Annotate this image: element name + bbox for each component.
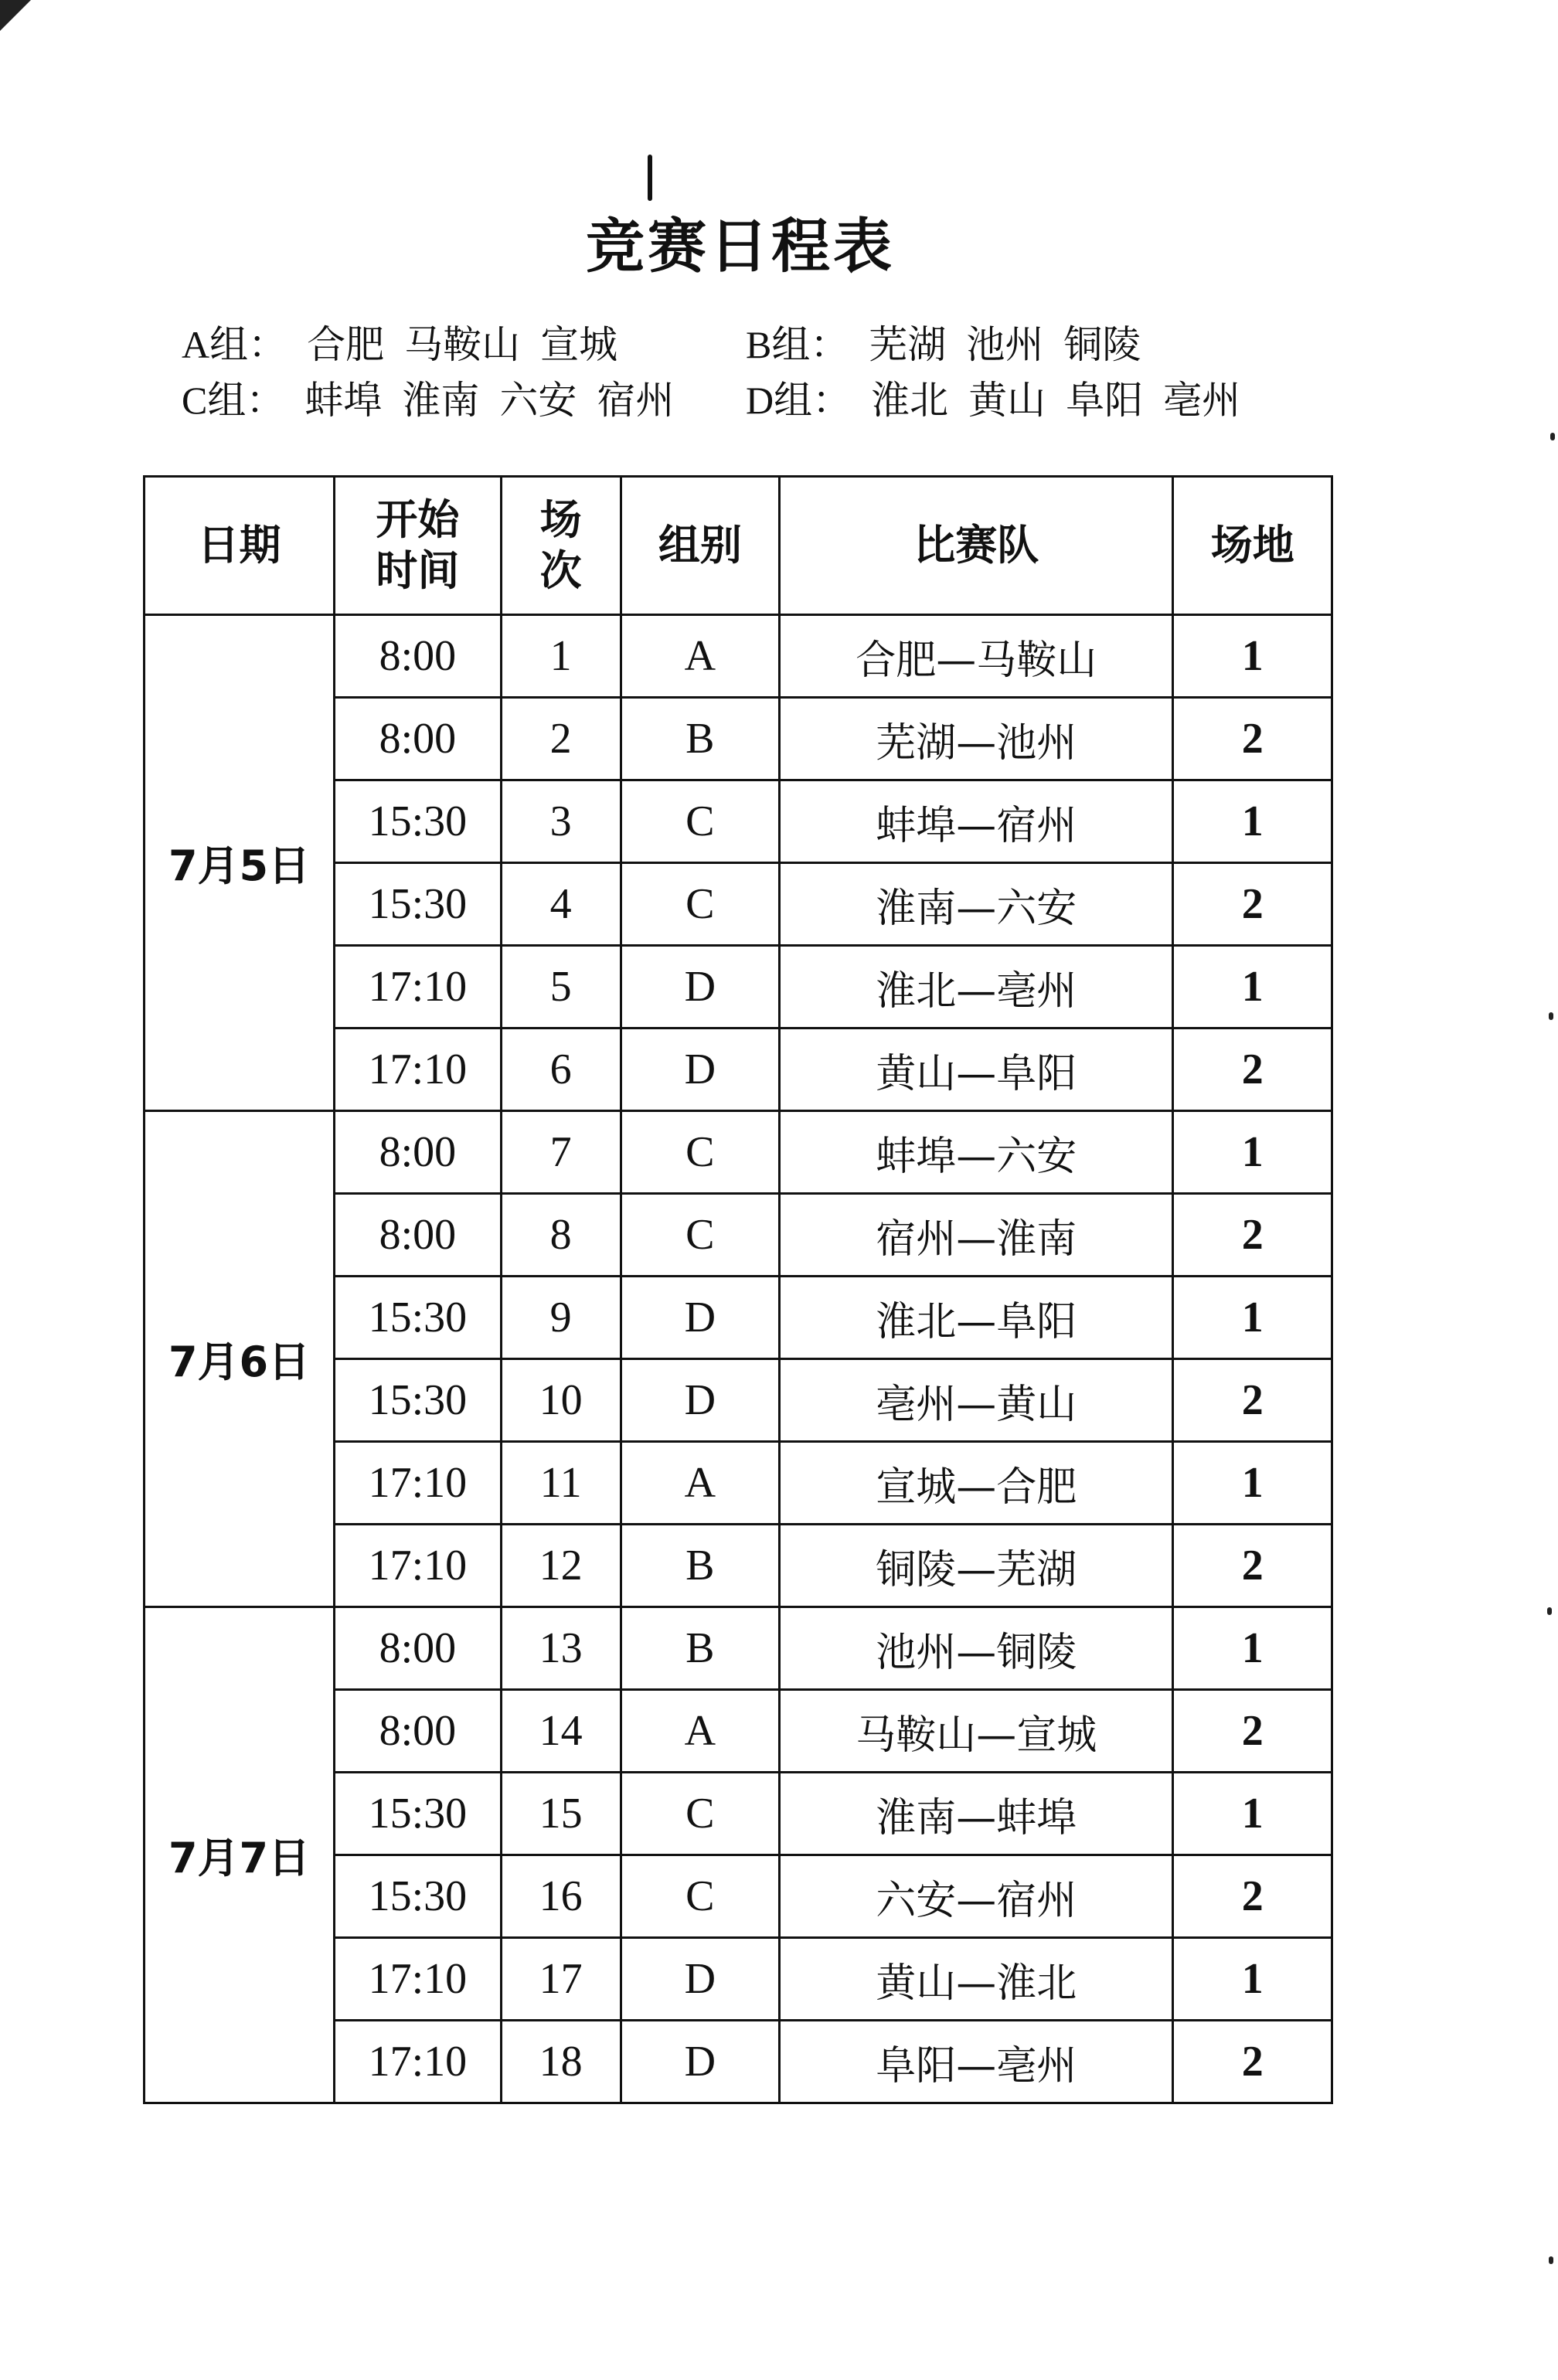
group: A bbox=[621, 1442, 780, 1525]
team-name: 黄山 bbox=[968, 378, 1046, 423]
team-name: 淮北 bbox=[871, 378, 949, 423]
venue: 2 bbox=[1173, 1690, 1332, 1773]
teams: 阜阳—亳州 bbox=[780, 2021, 1173, 2103]
start-time: 15:30 bbox=[335, 863, 502, 946]
start-time: 17:10 bbox=[335, 2021, 502, 2103]
teams: 宣城—合肥 bbox=[780, 1442, 1173, 1525]
team-name: 池州 bbox=[966, 322, 1044, 367]
venue: 2 bbox=[1173, 2021, 1332, 2103]
start-time: 17:10 bbox=[335, 1525, 502, 1607]
group: C bbox=[621, 863, 780, 946]
date-cell: 7月7日 bbox=[145, 1607, 335, 2103]
venue: 2 bbox=[1173, 698, 1332, 780]
venue: 2 bbox=[1173, 1359, 1332, 1442]
group-assignments bbox=[182, 317, 1325, 428]
venue: 1 bbox=[1173, 615, 1332, 698]
header-teams: 比赛队 bbox=[780, 477, 1173, 615]
start-time: 8:00 bbox=[335, 698, 502, 780]
match-no: 16 bbox=[501, 1855, 621, 1938]
group: C bbox=[621, 780, 780, 863]
match-no: 8 bbox=[501, 1194, 621, 1277]
group: D bbox=[621, 1938, 780, 2021]
team-name: 阜阳 bbox=[1066, 378, 1144, 423]
group: B bbox=[621, 1607, 780, 1690]
venue: 2 bbox=[1173, 1525, 1332, 1607]
venue: 2 bbox=[1173, 1855, 1332, 1938]
start-time: 15:30 bbox=[335, 1359, 502, 1442]
header-start-time-line1: 开始 bbox=[376, 495, 460, 544]
scan-speck bbox=[1549, 1012, 1553, 1020]
group-label: B组： bbox=[746, 323, 849, 366]
match-no: 3 bbox=[501, 780, 621, 863]
match-no: 1 bbox=[501, 615, 621, 698]
venue: 2 bbox=[1173, 1028, 1332, 1111]
header-start-time-line2: 时间 bbox=[376, 546, 460, 595]
match-no: 18 bbox=[501, 2021, 621, 2103]
teams: 蚌埠—宿州 bbox=[780, 780, 1173, 863]
venue: 1 bbox=[1173, 1773, 1332, 1855]
team-name: 合肥 bbox=[307, 322, 385, 367]
schedule-table bbox=[143, 475, 1333, 2104]
group: D bbox=[621, 1277, 780, 1359]
header-match-no bbox=[501, 477, 621, 615]
teams: 铜陵—芜湖 bbox=[780, 1525, 1173, 1607]
group: D bbox=[621, 946, 780, 1028]
group: B bbox=[621, 1525, 780, 1607]
group: D bbox=[621, 2021, 780, 2103]
match-no: 9 bbox=[501, 1277, 621, 1359]
start-time: 17:10 bbox=[335, 1028, 502, 1111]
start-time: 8:00 bbox=[335, 1111, 502, 1194]
team-name: 蚌埠 bbox=[304, 378, 383, 423]
group-c bbox=[182, 372, 746, 428]
start-time: 15:30 bbox=[335, 1855, 502, 1938]
header-venue: 场地 bbox=[1173, 477, 1332, 615]
team-name: 铜陵 bbox=[1063, 322, 1141, 367]
match-no: 14 bbox=[501, 1690, 621, 1773]
start-time: 8:00 bbox=[335, 1607, 502, 1690]
header-match-no-line2: 次 bbox=[539, 546, 582, 595]
scan-speck bbox=[1550, 433, 1555, 440]
table-header-row bbox=[145, 477, 1332, 615]
teams: 马鞍山—宣城 bbox=[780, 1690, 1173, 1773]
group-label: A组： bbox=[182, 323, 287, 366]
group: B bbox=[621, 698, 780, 780]
table-row bbox=[145, 615, 1332, 698]
match-no: 4 bbox=[501, 863, 621, 946]
venue: 1 bbox=[1173, 780, 1332, 863]
match-no: 5 bbox=[501, 946, 621, 1028]
teams: 合肥—马鞍山 bbox=[780, 615, 1173, 698]
teams: 池州—铜陵 bbox=[780, 1607, 1173, 1690]
venue: 1 bbox=[1173, 1938, 1332, 2021]
start-time: 8:00 bbox=[335, 1194, 502, 1277]
date-cell: 7月5日 bbox=[145, 615, 335, 1111]
group-a bbox=[182, 317, 746, 372]
teams: 淮北—亳州 bbox=[780, 946, 1173, 1028]
venue: 2 bbox=[1173, 863, 1332, 946]
scan-speck bbox=[1547, 1607, 1552, 1615]
teams: 六安—宿州 bbox=[780, 1855, 1173, 1938]
match-no: 13 bbox=[501, 1607, 621, 1690]
teams: 淮南—六安 bbox=[780, 863, 1173, 946]
team-name: 亳州 bbox=[1163, 378, 1241, 423]
match-no: 6 bbox=[501, 1028, 621, 1111]
team-name: 宿州 bbox=[597, 378, 675, 423]
group: C bbox=[621, 1855, 780, 1938]
teams: 黄山—阜阳 bbox=[780, 1028, 1173, 1111]
teams: 亳州—黄山 bbox=[780, 1359, 1173, 1442]
group-d bbox=[746, 372, 1310, 428]
team-name: 六安 bbox=[499, 378, 577, 423]
start-time: 17:10 bbox=[335, 1442, 502, 1525]
group-b bbox=[746, 317, 1310, 372]
header-group: 组别 bbox=[621, 477, 780, 615]
group: C bbox=[621, 1773, 780, 1855]
start-time: 8:00 bbox=[335, 1690, 502, 1773]
start-time: 17:10 bbox=[335, 946, 502, 1028]
scan-corner-shadow bbox=[0, 0, 31, 31]
header-match-no-line1: 场 bbox=[539, 495, 582, 544]
table-row bbox=[145, 1111, 1332, 1194]
venue: 1 bbox=[1173, 1277, 1332, 1359]
group: D bbox=[621, 1028, 780, 1111]
team-name: 芜湖 bbox=[869, 322, 947, 367]
teams: 黄山—淮北 bbox=[780, 1938, 1173, 2021]
page-title: 竞赛日程表 bbox=[586, 212, 895, 280]
date-cell: 7月6日 bbox=[145, 1111, 335, 1607]
group: C bbox=[621, 1194, 780, 1277]
teams: 淮南—蚌埠 bbox=[780, 1773, 1173, 1855]
venue: 1 bbox=[1173, 1442, 1332, 1525]
table-row bbox=[145, 1607, 1332, 1690]
match-no: 2 bbox=[501, 698, 621, 780]
venue: 1 bbox=[1173, 946, 1332, 1028]
group-row bbox=[182, 372, 1325, 428]
scan-speck bbox=[1549, 2256, 1553, 2264]
teams: 蚌埠—六安 bbox=[780, 1111, 1173, 1194]
header-start-time bbox=[335, 477, 502, 615]
header-date: 日期 bbox=[145, 477, 335, 615]
group: A bbox=[621, 1690, 780, 1773]
team-name: 宣城 bbox=[540, 322, 618, 367]
venue: 1 bbox=[1173, 1607, 1332, 1690]
start-time: 15:30 bbox=[335, 1277, 502, 1359]
group: D bbox=[621, 1359, 780, 1442]
team-name: 淮南 bbox=[402, 378, 480, 423]
match-no: 15 bbox=[501, 1773, 621, 1855]
teams: 宿州—淮南 bbox=[780, 1194, 1173, 1277]
match-no: 7 bbox=[501, 1111, 621, 1194]
match-no: 12 bbox=[501, 1525, 621, 1607]
teams: 芜湖—池州 bbox=[780, 698, 1173, 780]
start-time: 15:30 bbox=[335, 780, 502, 863]
start-time: 8:00 bbox=[335, 615, 502, 698]
group-label: D组： bbox=[746, 379, 852, 422]
start-time: 15:30 bbox=[335, 1773, 502, 1855]
match-no: 10 bbox=[501, 1359, 621, 1442]
team-name: 马鞍山 bbox=[404, 322, 521, 367]
venue: 1 bbox=[1173, 1111, 1332, 1194]
group-row bbox=[182, 317, 1325, 372]
match-no: 17 bbox=[501, 1938, 621, 2021]
venue: 2 bbox=[1173, 1194, 1332, 1277]
start-time: 17:10 bbox=[335, 1938, 502, 2021]
binder-hole-mark bbox=[648, 155, 652, 201]
teams: 淮北—阜阳 bbox=[780, 1277, 1173, 1359]
group: A bbox=[621, 615, 780, 698]
group: C bbox=[621, 1111, 780, 1194]
match-no: 11 bbox=[501, 1442, 621, 1525]
group-label: C组： bbox=[182, 379, 285, 422]
